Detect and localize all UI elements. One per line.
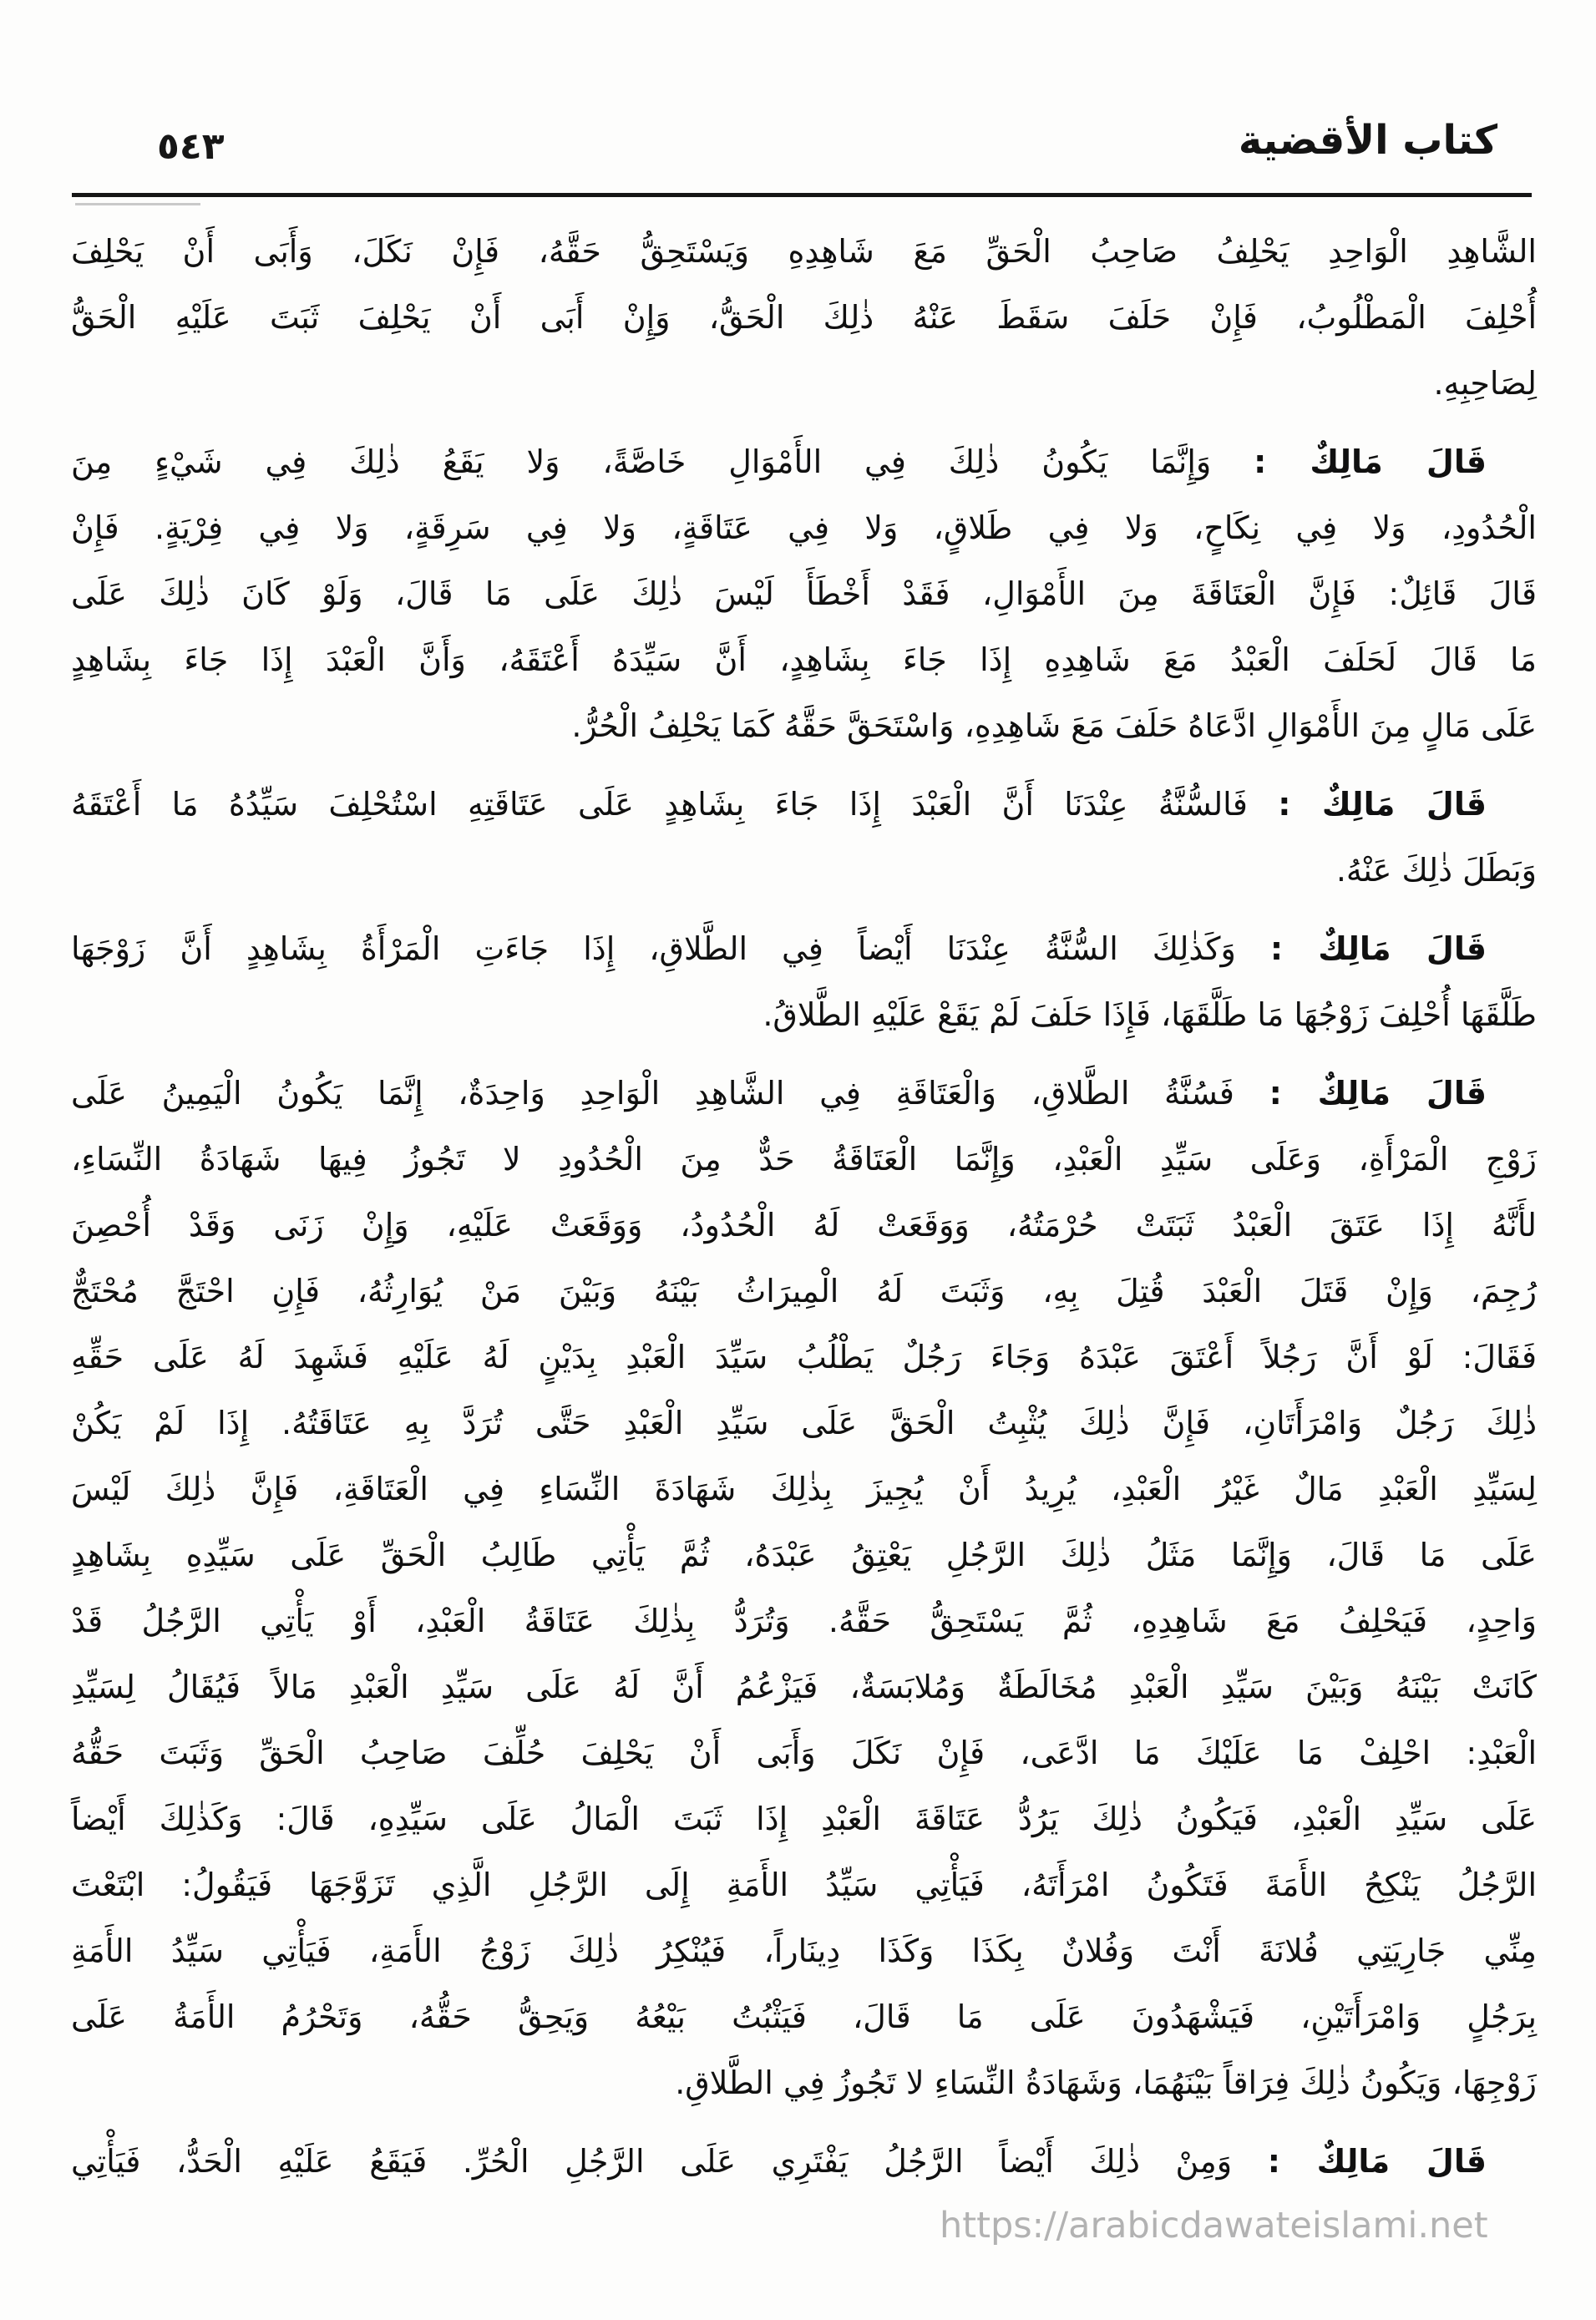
text-line: الْعَبْدِ: احْلِفْ مَا عَلَيْكَ مَا ادَّعَى، فَإِنْ نَكَلَ وَأَبَى أَنْ يَحْلِفَ حُلِّفَ صَاحِبُ الْحَقِّ وَثَبَتَ حَقُّهُ <box>71 1735 1537 1771</box>
book-title: كتاب الأقضية <box>1238 117 1497 164</box>
text-line: قَالَ قَائِلٌ: فَإِنَّ الْعَتَاقَةَ مِنَ الأَمْوَالِ، فَقَدْ أَخْطَأَ لَيْسَ ذٰلِكَ عَلَى مَا قَالَ، وَلَوْ كَانَ ذٰلِكَ عَلَى <box>71 575 1537 612</box>
text-line: زَوْجِهَا، وَيَكُونُ ذٰلِكَ فِرَاقاً بَيْنَهُمَا، وَشَهَادَةُ النِّسَاءِ لا تَجُوزُ فِي الطَّلاقِ. <box>675 2064 1537 2101</box>
text-line: الْحُدُودِ، وَلا فِي نِكَاحٍ، وَلا فِي طَلاقٍ، وَلا فِي عَتَاقَةٍ، وَلا فِي سَرِقَةٍ، وَلا فِي فِرْيَةٍ. فَإِنْ <box>71 509 1537 546</box>
text-line: لأَنَّهُ إِذَا عَتَقَ الْعَبْدُ ثَبَتَتْ حُرْمَتُهُ، وَوَقَعَتْ لَهُ الْحُدُودُ، وَوَقَعَتْ عَلَيْهِ، وَإِنْ زَنَى وَقَدْ أُحْصِنَ <box>71 1207 1537 1244</box>
line-text: فَسُنَّةُ الطَّلاقِ، وَالْعَتَاقَةِ فِي الشَّاهِدِ الْوَاحِدِ وَاحِدَةٌ، إِنَّمَا يَكُونُ الْيَمِينُ عَلَى <box>71 1075 1234 1112</box>
paragraph <box>71 1048 1537 2116</box>
text-line <box>71 1061 1537 1127</box>
text-line: لِصَاحِبِهِ. <box>1433 365 1537 402</box>
line-text: وَمِنْ ذٰلِكَ أَيْضاً الرَّجُلُ يَفْتَرِي عَلَى الرَّجُلِ الْحُرِّ. فَيَقَعُ عَلَيْهِ الْحَدُّ، فَيَأْتِي <box>71 2143 1233 2180</box>
text-line <box>71 429 1537 495</box>
text-line: ذٰلِكَ رَجُلٌ وَامْرَأَتَانِ، فَإِنَّ ذٰلِكَ يُثْبِتُ الْحَقَّ عَلَى سَيِّدِ الْعَبْدِ حَتَّى تُرَدَّ بِهِ عَتَاقَتُهُ. إِذَا لَمْ يَكُنْ <box>71 1405 1537 1441</box>
speaker-label: قَالَ مَالِكٌ : <box>1254 443 1487 480</box>
text-line: عَلَى مَا قَالَ، وَإِنَّمَا مَثَلُ ذٰلِكَ الرَّجُلِ يَعْتِقُ عَبْدَهُ، ثُمَّ يَأْتِي طَالِبُ الْحَقِّ عَلَى سَيِّدِهِ بِشَاهِدٍ <box>71 1537 1537 1573</box>
text-line: الشَّاهِدِ الْوَاحِدِ يَحْلِفُ صَاحِبُ الْحَقِّ مَعَ شَاهِدِهِ وَيَسْتَحِقُّ حَقَّهُ، فَإِنْ نَكَلَ، وَأَبَى أَنْ يَحْلِفَ <box>71 233 1537 270</box>
text-line: وَاحِدٍ، فَيَحْلِفُ مَعَ شَاهِدِهِ، ثُمَّ يَسْتَحِقُّ حَقَّهُ. وَتُرَدُّ بِذٰلِكَ عَتَاقَةُ الْعَبْدِ، أَوْ يَأْتِي الرَّجُلُ قَدْ <box>71 1603 1537 1639</box>
text-line <box>71 772 1537 838</box>
line-text: فَالسُّنَّةُ عِنْدَنَا أَنَّ الْعَبْدَ إِذَا جَاءَ بِشَاهِدٍ عَلَى عَتَاقَتِهِ اسْتُحْلِفَ سَيِّدُهُ مَا أَعْتَقَهُ <box>71 786 1248 823</box>
paragraph <box>71 904 1537 1048</box>
text-line: كَانَتْ بَيْنَهُ وَبَيْنَ سَيِّدِ الْعَبْدِ مُخَالَطَةٌ وَمُلابَسَةٌ، فَيَزْعُمُ أَنَّ لَهُ عَلَى سَيِّدِ الْعَبْدِ مَالاً فَيُقَالُ لِسَيِّدِ <box>71 1669 1537 1705</box>
speaker-label: قَالَ مَالِكٌ : <box>1269 930 1487 967</box>
text-line <box>71 916 1537 982</box>
paragraph <box>71 2116 1537 2195</box>
text-line: زَوْجِ الْمَرْأَةِ، وَعَلَى سَيِّدِ الْعَبْدِ، وَإِنَّمَا الْعَتَاقَةُ حَدٌّ مِنَ الْحُدُودِ لا تَجُوزُ فِيهَا شَهَادَةُ النِّسَاءِ، <box>71 1141 1537 1178</box>
page-number: ٥٤٣ <box>157 125 225 168</box>
header-rule-scan-artifact <box>75 203 200 205</box>
speaker-label: قَالَ مَالِكٌ : <box>1269 1075 1487 1112</box>
paragraph <box>71 759 1537 904</box>
text-line: الرَّجُلُ يَنْكِحُ الأَمَةَ فَتَكُونُ امْرَأَتَهُ، فَيَأْتِي سَيِّدُ الأَمَةِ إِلَى الرَّجُلِ الَّذِي تَزَوَّجَهَا فَيَقُولُ: ابْتَعْتَ <box>71 1867 1537 1903</box>
text-line <box>71 2129 1537 2195</box>
paragraph <box>71 417 1537 759</box>
speaker-label: قَالَ مَالِكٌ : <box>1278 786 1487 823</box>
text-line: رُجِمَ، وَإِنْ قَتَلَ الْعَبْدَ قُتِلَ بِهِ، وَثَبَتَ لَهُ الْمِيرَاثُ بَيْنَهُ وَبَيْنَ مَنْ يُوَارِثُهُ، فَإِنِ احْتَجَّ مُحْتَجٌّ <box>71 1273 1537 1309</box>
text-line: طَلَّقَهَا أُحْلِفَ زَوْجُهَا مَا طَلَّقَهَا، فَإِذَا حَلَفَ لَمْ يَقَعْ عَلَيْهِ الطَّلاقُ. <box>763 996 1537 1033</box>
text-line: فَقَالَ: لَوْ أَنَّ رَجُلاً أَعْتَقَ عَبْدَهُ وَجَاءَ رَجُلٌ يَطْلُبُ سَيِّدَ الْعَبْدِ بِدَيْنٍ لَهُ عَلَيْهِ فَشَهِدَ لَهُ عَلَى حَقِّهِ <box>71 1339 1537 1375</box>
text-line: أُحْلِفَ الْمَطْلُوبُ، فَإِنْ حَلَفَ سَقَطَ عَنْهُ ذٰلِكَ الْحَقُّ، وَإِنْ أَبَى أَنْ يَحْلِفَ ثَبَتَ عَلَيْهِ الْحَقُّ <box>71 299 1537 336</box>
text-line: وَبَطَلَ ذٰلِكَ عَنْهُ. <box>1335 852 1537 889</box>
line-text: وَإِنَّمَا يَكُونُ ذٰلِكَ فِي الأَمْوَالِ خَاصَّةً، وَلا يَقَعُ ذٰلِكَ فِي شَيْءٍ مِنَ <box>71 443 1212 480</box>
text-line: مَا قَالَ لَحَلَفَ الْعَبْدُ مَعَ شَاهِدِهِ إِذَا جَاءَ بِشَاهِدٍ، أَنَّ سَيِّدَهُ أَعْتَقَهُ، وَأَنَّ الْعَبْدَ إِذَا جَاءَ بِشَاهِدٍ <box>71 641 1537 678</box>
text-line: بِرَجُلٍ وَامْرَأَتَيْنِ، فَيَشْهَدُونَ عَلَى مَا قَالَ، فَيَثْبُتُ بَيْعُهُ وَيَحِقُّ حَقُّهُ، وَتَحْرُمُ الأَمَةُ عَلَى <box>71 1998 1537 2035</box>
line-text: وَكَذٰلِكَ السُّنَّةُ عِنْدَنَا أَيْضاً فِي الطَّلاقِ، إِذَا جَاءَتِ الْمَرْأَةُ بِشَاهِدٍ أَنَّ زَوْجَهَا <box>71 930 1236 967</box>
text-line: مِنِّي جَارِيَتِي فُلانَةَ أَنْتَ وَفُلانٌ بِكَذَا وَكَذَا دِينَاراً، فَيُنْكِرُ ذٰلِكَ زَوْجُ الأَمَةِ، فَيَأْتِي سَيِّدُ الأَمَةِ <box>71 1932 1537 1969</box>
header-rule <box>72 193 1532 197</box>
watermark-url: https://arabicdawateislami.net <box>940 2205 1488 2247</box>
paragraph <box>71 219 1537 417</box>
text-line: لِسَيِّدِ الْعَبْدِ مَالٌ غَيْرُ الْعَبْدِ، يُرِيدُ أَنْ يُجِيزَ بِذٰلِكَ شَهَادَةَ النِّسَاءِ فِي الْعَتَاقَةِ، فَإِنَّ ذٰلِكَ لَيْسَ <box>71 1471 1537 1507</box>
text-line: عَلَى مَالٍ مِنَ الأَمْوَالِ ادَّعَاهُ حَلَفَ مَعَ شَاهِدِهِ، وَاسْتَحَقَّ حَقَّهُ كَمَا يَحْلِفُ الْحُرُّ. <box>571 707 1537 744</box>
page-body <box>71 219 1537 2195</box>
speaker-label: قَالَ مَالِكٌ : <box>1267 2143 1487 2180</box>
text-line: عَلَى سَيِّدِ الْعَبْدِ، فَيَكُونُ ذٰلِكَ يَرُدُّ عَتَاقَةَ الْعَبْدِ إِذَا ثَبَتَ الْمَالُ عَلَى سَيِّدِهِ، قَالَ: وَكَذٰلِكَ أَيْضاً <box>71 1801 1537 1837</box>
